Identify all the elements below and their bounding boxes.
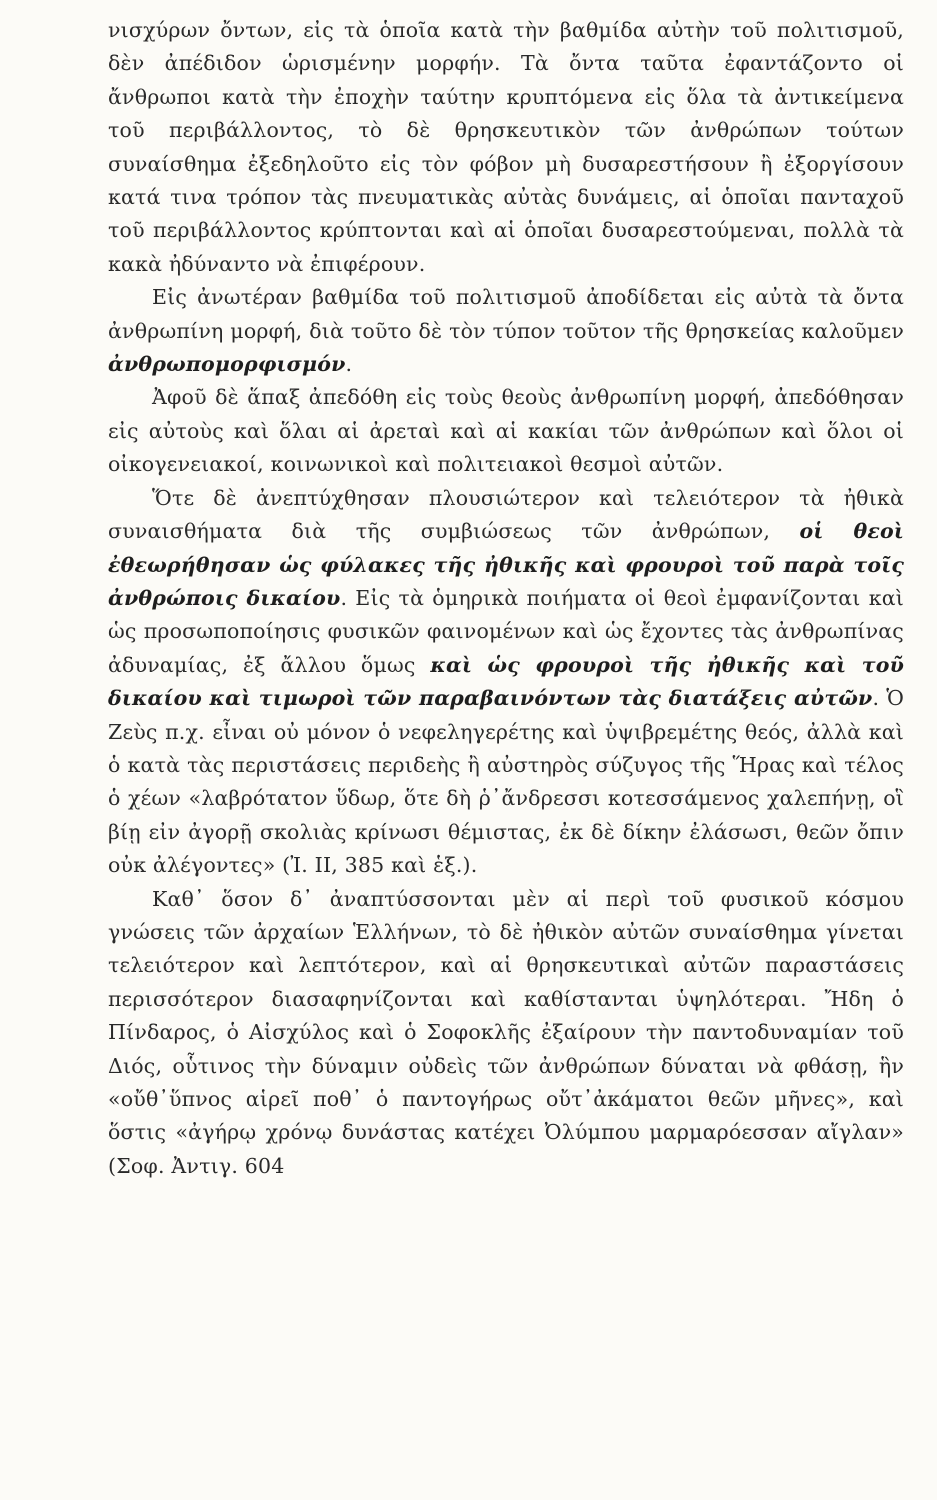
- text-run: Καθ᾽ ὅσον δ᾽ ἀναπτύσσονται μὲν αἱ περὶ τοῦ φυσικοῦ κόσμου γνώσεις τῶν ἀρχαίων Ἑλλήνων, τὸ δὲ ἠθικὸν αὐτῶν συναίσθημα γίνεται τελειότερον καὶ λεπτότερον, καὶ αἱ θρησκευτικαὶ αὐτῶν παραστάσεις περισσότερον διασαφηνίζονται καὶ καθίστανται ὑψηλότεραι. Ἤδη ὁ Πίνδαρος, ὁ Αἰσχύλος καὶ ὁ Σοφοκλῆς ἐξαίρουν τὴν παντοδυναμίαν τοῦ Διός, οὗτινος τὴν δύναμιν οὐδεὶς τῶν ἀνθρώπων δύναται νὰ φθάσῃ, ἣν «οὔθ᾽ὕπνος αἱρεῖ ποθ᾽ ὁ παντογήρως οὔτ᾽ἀκάματοι θεῶν μῆνες», καὶ ὅστις «ἀγήρῳ χρόνῳ δυνάστας κατέχει Ὀλύμπου μαρμαρόεσσαν αἴγλαν» (Σοφ. Ἀντιγ. 604: [108, 886, 904, 1178]
- text-run: Ἀφοῦ δὲ ἅπαξ ἀπεδόθη εἰς τοὺς θεοὺς ἀνθρωπίνη μορφή, ἀπεδόθησαν εἰς αὐτοὺς καὶ ὅλαι αἱ ἀρεταὶ καὶ αἱ κακίαι τῶν ἀνθρώπων καὶ ὅλοι οἱ οἰκογενειακοί, κοινωνικοὶ καὶ πολιτειακοὶ θεσμοὶ αὐτῶν.: [108, 385, 904, 477]
- text-run: Ὅτε δὲ ἀνεπτύχθησαν πλουσιώτερον καὶ τελειότερον τὰ ἠθικὰ συναισθήματα διὰ τῆς συμβιώσεως τῶν ἀνθρώπων,: [108, 485, 904, 544]
- text-run: .: [345, 352, 353, 377]
- text-run: νισχύρων ὄντων, εἰς τὰ ὁποῖα κατὰ τὴν βαθμίδα αὐτὴν τοῦ πολιτισμοῦ, δὲν ἀπέδιδον ὡρισμένην μορφήν. Τὰ ὄντα ταῦτα ἐφαντάζοντο οἱ ἄνθρωποι κατὰ τὴν ἐποχὴν ταύτην κρυπτόμενα εἰς ὅλα τὰ ἀντικείμενα τοῦ περιβάλλοντος, τὸ δὲ θρησκευτικὸν τῶν ἀνθρώπων τούτων συναίσθημα ἐξεδηλοῦτο εἰς τὸν φόβον μὴ δυσαρεστήσουν ἢ ἐξοργίσουν κατά τινα τρόπον τὰς πνευματικὰς αὐτὰς δυνάμεις, αἱ ὁποῖαι πανταχοῦ τοῦ περιβάλλοντος κρύπτονται καὶ αἱ ὁποῖαι δυσαρεστούμεναι, πολλὰ τὰ κακὰ ἠδύναντο νὰ ἐπιφέρουν.: [108, 18, 904, 276]
- paragraph-2: [108, 281, 904, 381]
- text-run: . Εἰς τὰ ὁμηρικὰ ποιήματα οἱ θεοὶ ἐμφανίζονται καὶ ὡς προσωποποίησις φυσικῶν φαινομένων καὶ ὡς ἔχοντες τὰς ἀνθρωπίνας ἀδυναμίας, ἐξ ἄλλου ὅμως: [108, 585, 904, 677]
- emphasized-phrase: οἱ θεοὶ ἐθεωρήθησαν ὡς φύλακες τῆς ἠθικῆς καὶ φρουροὶ τοῦ παρὰ τοῖς ἀνθρώποις δικαίου: [108, 519, 904, 610]
- emphasized-term: ἀνθρωπομορφισμόν: [108, 352, 346, 377]
- emphasized-phrase: καὶ ὡς φρουροὶ τῆς ἠθικῆς καὶ τοῦ δικαίου καὶ τιμωροὶ τῶν παραβαινόντων τὰς διατάξεις αὐτῶν: [108, 652, 904, 711]
- paragraph-4: [108, 482, 904, 883]
- text-run: Εἰς ἀνωτέραν βαθμίδα τοῦ πολιτισμοῦ ἀποδίδεται εἰς αὐτὰ τὰ ὄντα ἀνθρωπίνη μορφή, διὰ τοῦτο δὲ τὸν τύπον τοῦτον τῆς θρησκείας καλοῦμεν: [108, 285, 904, 343]
- paragraph-5: [108, 883, 904, 1184]
- text-run: . Ὁ Ζεὺς π.χ. εἶναι οὐ μόνον ὁ νεφεληγερέτης καὶ ὑψιβρεμέτης θεός, ἀλλὰ καὶ ὁ κατὰ τὰς περιστάσεις περιδεὴς ἢ αὐστηρὸς σύζυγος τῆς Ἥρας καὶ τέλος ὁ χέων «λαβρότατον ὕδωρ, ὅτε δὴ ῥ᾽ἄνδρεσσι κοτεσσάμενος χαλεπήνῃ, οἳ βίῃ εἰν ἀγορῇ σκολιὰς κρίνωσι θέμιστας, ἐκ δὲ δίκην ἐλάσωσι, θεῶν ὄπιν οὐκ ἀλέγοντες» (Ἰ. ΙΙ, 385 καὶ ἑξ.).: [108, 686, 905, 878]
- paragraph-3: [108, 381, 904, 481]
- paragraph-1: [108, 14, 904, 281]
- body-text: [108, 14, 904, 1183]
